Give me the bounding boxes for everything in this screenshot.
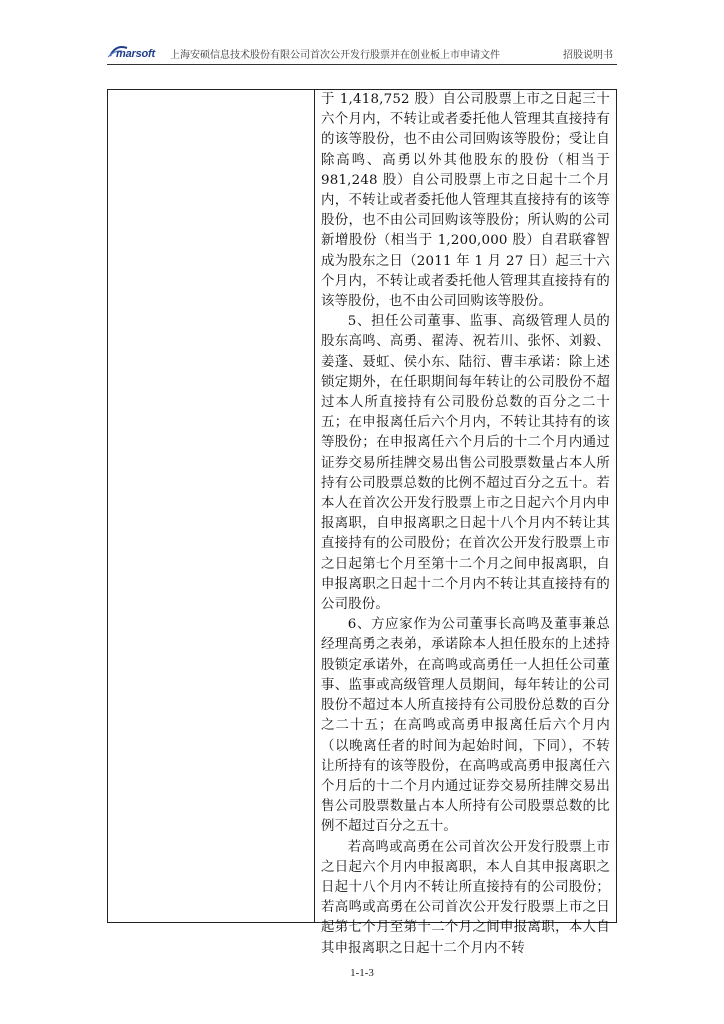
header-company-title: 上海安硕信息技术股份有限公司首次公开发行股票并在创业板上市申请文件 — [170, 50, 500, 61]
paragraph-continuation: 于 1,418,752 股）自公司股票上市之日起三十六个月内，不转让或者委托他人管理其直接持有的该等股份，也不由公司回购该等股份；受让自除高鸣、高勇以外其他股东的股份（相当于 981,248 股）自公司股票上市之日起十二个月内，不转让或者委托他人管理其直接持有的该等股份，也不由公司回购该等股份；所认购的公司新增股份（相当于 1,200,000 股）自君联睿智成为股东之日（2011 年 1 月 27 日）起三十六个月内，不转让或者委托他人管理其直接持有的该等股份，也不由公司回购该等股份。 — [321, 92, 610, 310]
paragraph-item-6: 6、方应家作为公司董事长高鸣及董事兼总经理高勇之表弟，承诺除本人担任股东的上述持股锁定承诺外，在高鸣或高勇任一人担任公司董事、监事或高级管理人员期间，每年转让的公司股份不超过本人所直接持有公司股份总数的百分之二十五；在高鸣或高勇申报离任后六个月内（以晚离任者的时间为起始时间，下同），不转让所持有的该等股份，在高鸣或高勇申报离任六个月后的十二个月内通过证券交易所挂牌交易出售公司股票数量占本人所持有公司股票总数的比例不超过百分之五十。 — [321, 617, 610, 835]
header-doc-type: 招股说明书 — [563, 50, 613, 61]
paragraph-resignation: 若高鸣或高勇在公司首次公开发行股票上市之日起六个月内申报离职，本人自其申报离职之日起十八个月内不转让所直接持有的公司股份；若高鸣或高勇在公司首次公开发行股票上市之日起第七个月至第十二个月之间申报离职，本人自其申报离职之日起十二个月内不转 — [321, 839, 610, 956]
content-table — [107, 89, 617, 956]
page-header — [107, 40, 617, 65]
table-left-cell — [108, 90, 315, 922]
paragraph-item-5: 5、担任公司董事、监事、高级管理人员的股东高鸣、高勇、翟涛、祝若川、张怀、刘毅、姜蓬、聂虹、侯小东、陆衍、曹丰承诺：除上述锁定期外，在任职期间每年转让的公司股份不超过本人所直接持有公司股份总数的百分之二十五；在申报离任后六个月内，不转让其持有的该等股份；在申报离任六个月后的十二个月内通过证券交易所挂牌交易出售公司股票数量占本人所持有公司股票总数的比例不超过百分之五十。若本人在首次公开发行股票上市之日起六个月内申报离职，自申报离职之日起十八个月内不转让其直接持有的公司股份；在首次公开发行股票上市之日起第七个月至第十二个月之间申报离职，自申报离职之日起十二个月内不转让其直接持有的公司股份。 — [321, 314, 610, 613]
table-right-cell — [315, 90, 616, 956]
company-logo — [107, 42, 169, 60]
page-number: 1-1-3 — [350, 967, 374, 979]
logo-text: marsoft — [116, 48, 155, 60]
